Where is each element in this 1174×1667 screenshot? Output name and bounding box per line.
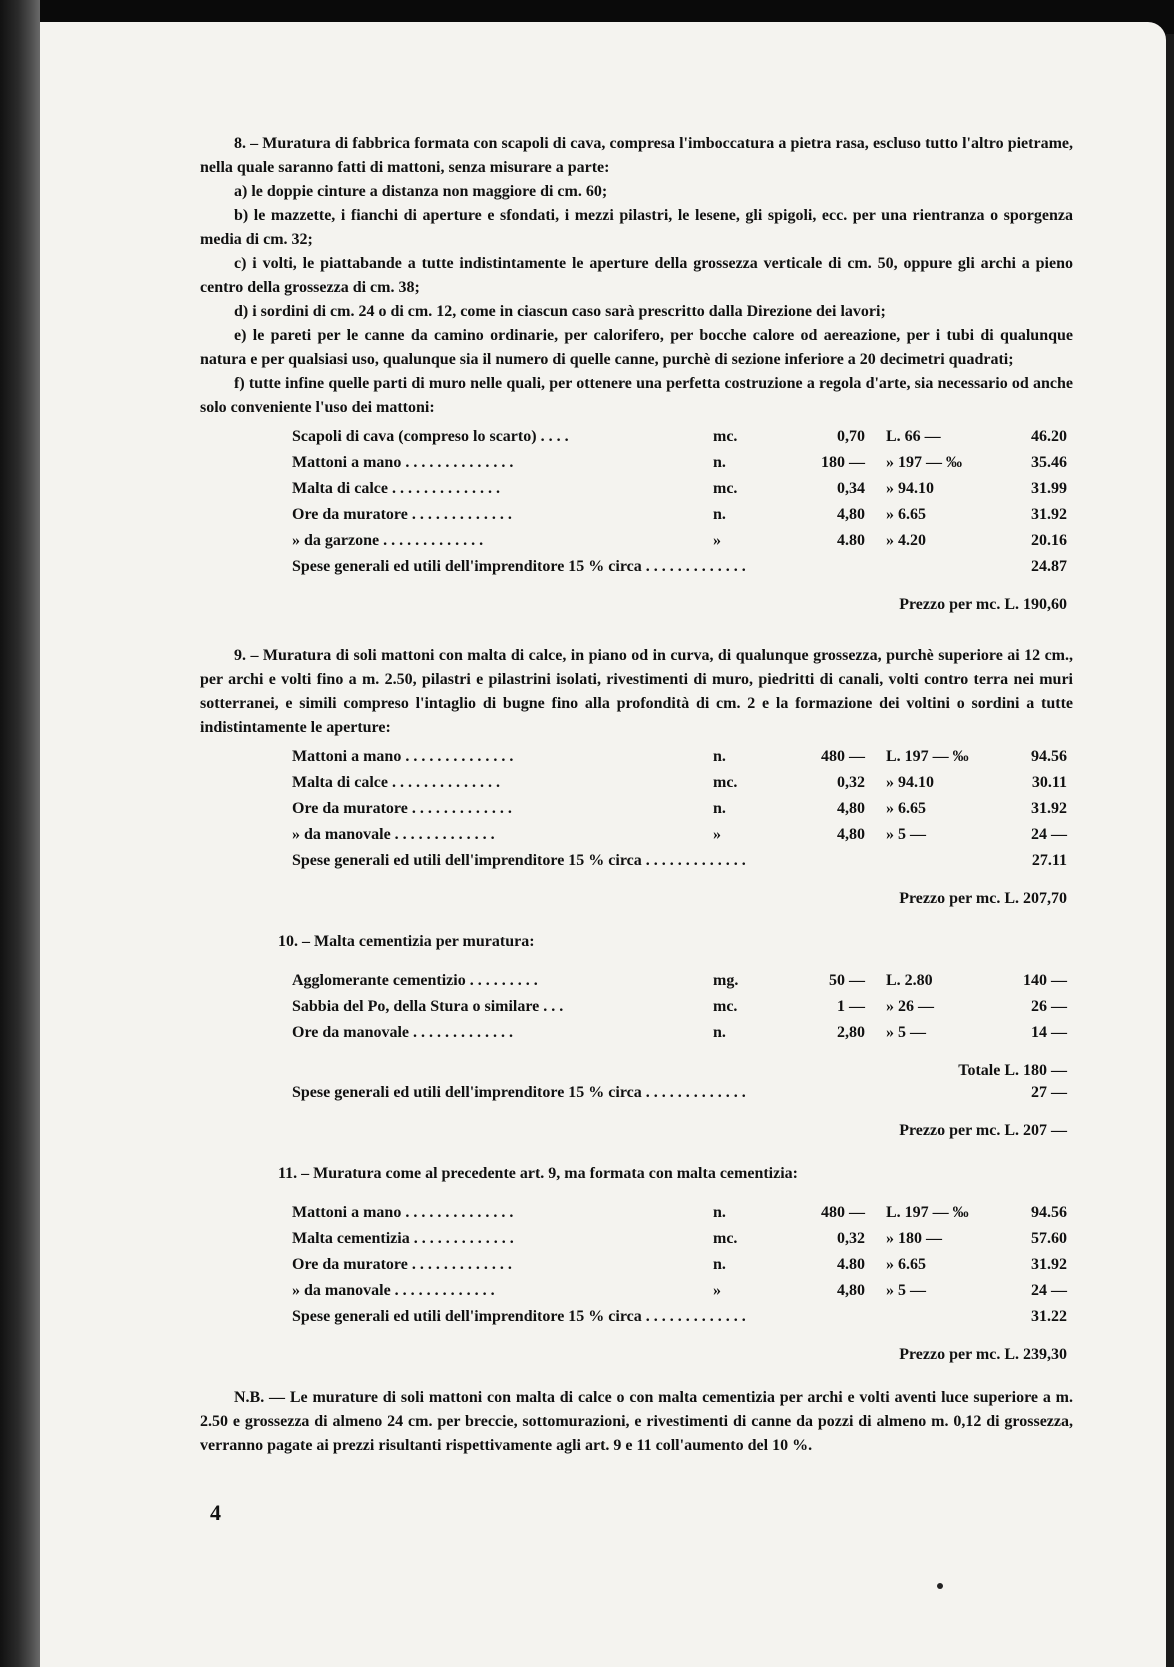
article-8-item-c: c) i volti, le piattabande a tutte indistintamente le aperture della grossezza verticale di cm. 50, oppure gli archi a pieno centro della grossezza di cm. 38;	[200, 255, 1073, 296]
article-9	[200, 644, 1073, 912]
overhead-row: Spese generali ed utili dell'imprenditore 15 % circa . . . . . . . . . . . . . 24.87	[292, 558, 1067, 575]
article-10-heading: 10. – Malta cementizia per muratura:	[278, 933, 535, 950]
article-8	[200, 132, 1073, 618]
cost-row: Sabbia del Po, della Stura o similare . . . mc. 1 — » 26 — 26 —	[292, 998, 1067, 1015]
cost-row: » da manovale . . . . . . . . . . . . . » 4,80 » 5 — 24 —	[292, 826, 1067, 843]
cost-row: » da manovale . . . . . . . . . . . . . » 4,80 » 5 — 24 —	[292, 1282, 1067, 1299]
article-8-item-a: a) le doppie cinture a distanza non maggiore di cm. 60;	[234, 183, 608, 200]
cost-row: Ore da muratore . . . . . . . . . . . . . n. 4,80 » 6.65 31.92	[292, 506, 1067, 523]
cost-row: » da garzone . . . . . . . . . . . . . » 4.80 » 4.20 20.16	[292, 532, 1067, 549]
article-11-heading: 11. – Muratura come al precedente art. 9, ma formata con malta cementizia:	[278, 1165, 798, 1182]
article-9-intro: 9. – Muratura di soli mattoni con malta di calce, in piano od in curva, di qualunque grossezza, purchè superiore ai 12 cm., per archi e volti fino a m. 2.50, pilastri e pilastrini isolati, rivestimenti di muro, piedritti di canali, volti contro terra nei muri sotterranei, e simili compreso l'intaglio di bugne fino alla profondità di cm. 2 e la formazione dei voltini o sordini a tutte indistintamente le aperture:	[200, 647, 1073, 736]
book-binding-shadow	[0, 0, 40, 1667]
cost-row: Scapoli di cava (compreso lo scarto) . . . . mc. 0,70 L. 66 — 46.20	[292, 428, 1067, 445]
article-10-price: Prezzo per mc. L. 207 —	[899, 1122, 1067, 1139]
article-10-total: Totale L. 180 —	[958, 1062, 1067, 1079]
cost-row: Ore da muratore . . . . . . . . . . . . . n. 4.80 » 6.65 31.92	[292, 1256, 1067, 1273]
overhead-row: Spese generali ed utili dell'imprenditore 15 % circa . . . . . . . . . . . . . 27.11	[292, 852, 1067, 869]
cost-row: Mattoni a mano . . . . . . . . . . . . . . n. 180 — » 197 — ‰ 35.46	[292, 454, 1067, 471]
article-11	[200, 1162, 1073, 1368]
page-number: 4	[210, 1500, 221, 1525]
article-8-item-e: e) le pareti per le canne da camino ordinarie, per calorifero, per bocche calore od aereazione, per i tubi di qualunque natura e per qualsiasi uso, qualunque sia il numero di quelle canne, purchè di sezione inferiore a 20 decimetri quadrati;	[200, 327, 1073, 368]
page-sheet	[40, 22, 1166, 1667]
article-8-item-f: f) tutte infine quelle parti di muro nelle quali, per ottenere una perfetta costruzione a regola d'arte, sia necessario od anche solo conveniente l'uso dei mattoni:	[200, 375, 1073, 416]
article-8-intro: 8. – Muratura di fabbrica formata con scapoli di cava, compresa l'imboccatura a pietra rasa, escluso tutto l'altro pietrame, nella quale saranno fatti di mattoni, senza misurare a parte:	[200, 135, 1073, 176]
article-8-price: Prezzo per mc. L. 190,60	[899, 596, 1067, 613]
cost-row: Malta di calce . . . . . . . . . . . . . . mc. 0,32 » 94.10 30.11	[292, 774, 1067, 791]
article-9-price: Prezzo per mc. L. 207,70	[899, 890, 1067, 907]
cost-row: Mattoni a mano . . . . . . . . . . . . . . n. 480 — L. 197 — ‰ 94.56	[292, 748, 1067, 765]
article-8-item-b: b) le mazzette, i fianchi di aperture e sfondati, i mezzi pilastri, le lesene, gli spigoli, ecc. per una rientranza o sporgenza media di cm. 32;	[200, 207, 1073, 248]
print-speck	[937, 1583, 943, 1589]
article-11-price: Prezzo per mc. L. 239,30	[899, 1346, 1067, 1363]
nota-bene: N.B. — Le murature di soli mattoni con malta di calce o con malta cementizia per archi e volti aventi luce superiore a m. 2.50 e grossezza di almeno 24 cm. per breccie, sottomurazioni, e rivestimenti di canne da pozzi di almeno m. 0,12 di grossezza, verranno pagate ai prezzi risultanti rispettivamente agli art. 9 e 11 coll'aumento del 10 %.	[200, 1389, 1073, 1454]
cost-row: Agglomerante cementizio . . . . . . . . . mg. 50 — L. 2.80 140 —	[292, 972, 1067, 989]
cost-row: Ore da manovale . . . . . . . . . . . . . n. 2,80 » 5 — 14 —	[292, 1024, 1067, 1041]
cost-row: Malta di calce . . . . . . . . . . . . . . mc. 0,34 » 94.10 31.99	[292, 480, 1067, 497]
cost-row: Ore da muratore . . . . . . . . . . . . . n. 4,80 » 6.65 31.92	[292, 800, 1067, 817]
page-content	[200, 132, 1073, 1458]
overhead-row: Spese generali ed utili dell'imprenditore 15 % circa . . . . . . . . . . . . . 31.22	[292, 1308, 1067, 1325]
cost-row: Mattoni a mano . . . . . . . . . . . . . . n. 480 — L. 197 — ‰ 94.56	[292, 1204, 1067, 1221]
cost-row: Malta cementizia . . . . . . . . . . . . . mc. 0,32 » 180 — 57.60	[292, 1230, 1067, 1247]
article-8-item-d: d) i sordini di cm. 24 o di cm. 12, come in ciascun caso sarà prescritto dalla Direzione dei lavori;	[234, 303, 886, 320]
article-10	[200, 930, 1073, 1144]
overhead-row: Spese generali ed utili dell'imprenditore 15 % circa . . . . . . . . . . . . . 27 —	[292, 1084, 1067, 1101]
